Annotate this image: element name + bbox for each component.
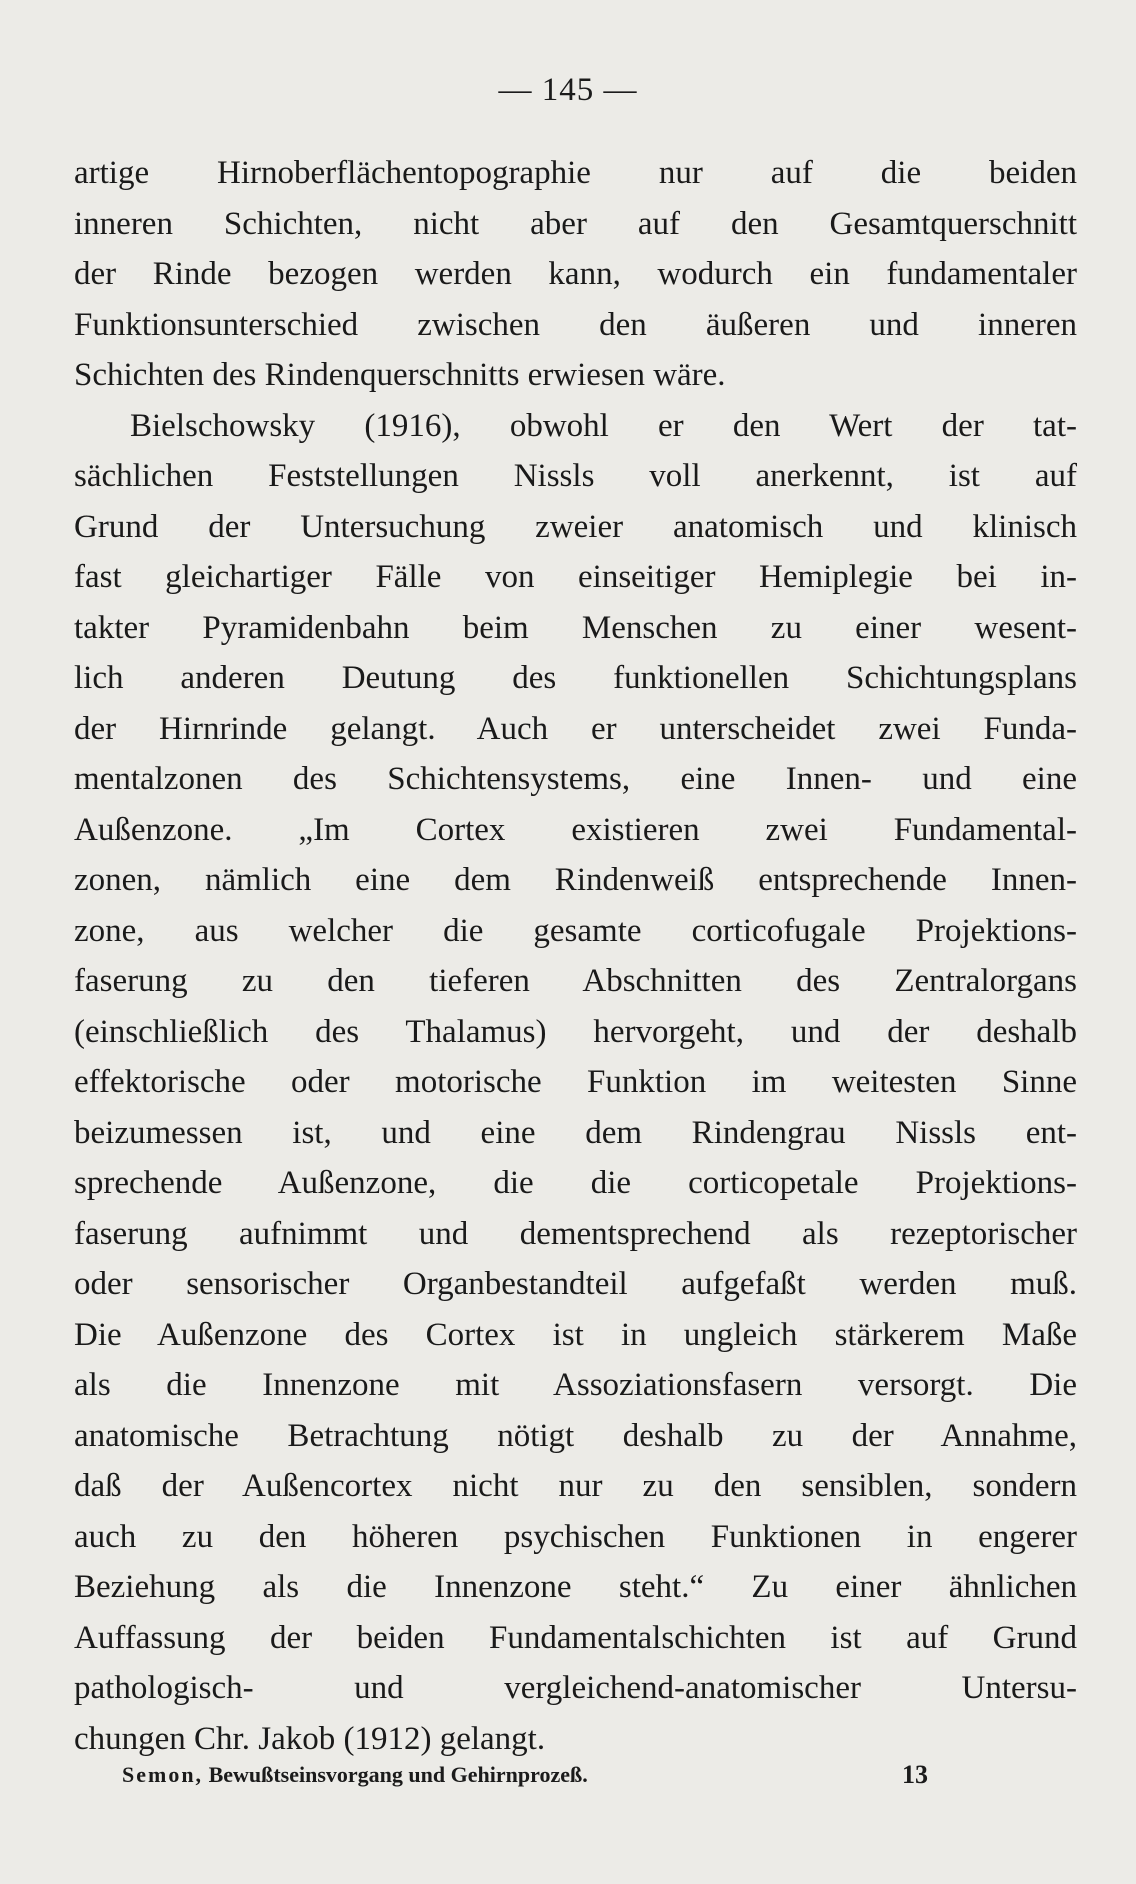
text-line: als die Innenzone mit Assoziationsfasern versorgt. Die — [74, 1367, 1077, 1403]
text-line: anatomische Betrachtung nötigt deshalb zu der Annahme, — [74, 1417, 1077, 1454]
text-line: chungen Chr. Jakob (1912) gelangt. — [74, 1720, 546, 1757]
text-line: auch zu den höheren psychischen Funktionen in engerer — [74, 1518, 1077, 1555]
text-line: Außenzone. „Im Cortex existieren zwei Fundamental- — [74, 811, 1077, 848]
text-line: beizumessen ist, und eine dem Rindengrau Nissls ent- — [74, 1114, 1077, 1151]
text-line: takter Pyramidenbahn beim Menschen zu einer wesent- — [74, 609, 1077, 646]
text-line: Schichten des Rindenquerschnitts erwiesen wäre. — [74, 357, 726, 393]
text-line: lich anderen Deutung des funktionellen Schichtungsplans — [74, 660, 1077, 696]
text-line: der Hirnrinde gelangt. Auch er unterscheidet zwei Funda- — [74, 710, 1077, 747]
text-line: fast gleichartiger Fälle von einseitiger Hemiplegie bei in- — [74, 559, 1077, 595]
text-line: zonen, nämlich eine dem Rindenweiß entsprechende Innen- — [74, 862, 1077, 898]
text-line: Beziehung als die Innenzone steht.“ Zu einer ähnlichen — [74, 1569, 1077, 1605]
text-line: daß der Außencortex nicht nur zu den sensiblen, sondern — [74, 1468, 1077, 1504]
text-line: Bielschowsky (1916), obwohl er den Wert der tat- — [130, 407, 1077, 444]
text-line: artige Hirnoberflächentopographie nur auf die beiden — [74, 155, 1077, 191]
text-line: effektorische oder motorische Funktion im weitesten Sinne — [74, 1064, 1077, 1100]
text-line: inneren Schichten, nicht aber auf den Gesamtquerschnitt — [74, 205, 1077, 242]
text-line: Grund der Untersuchung zweier anatomisch und klinisch — [74, 508, 1077, 545]
footer-reference — [122, 1762, 942, 1788]
text-line: der Rinde bezogen werden kann, wodurch ein fundamentaler — [74, 256, 1077, 292]
signature-mark: 13 — [902, 1760, 928, 1789]
text-line: Die Außenzone des Cortex ist in ungleich stärkerem Maße — [74, 1316, 1077, 1353]
text-line: (einschließlich des Thalamus) hervorgeht, und der deshalb — [74, 1013, 1077, 1050]
text-line: sprechende Außenzone, die die corticopetale Projektions- — [74, 1165, 1077, 1201]
text-line: Funktionsunterschied zwischen den äußeren und inneren — [74, 306, 1077, 343]
footer-title: Bewußtseinsvorgang und Gehirnprozeß. — [208, 1762, 588, 1787]
text-line: pathologisch- und vergleichend-anatomischer Untersu- — [74, 1670, 1077, 1706]
text-line: mentalzonen des Schichtensystems, eine Innen- und eine — [74, 761, 1077, 797]
body-text — [74, 148, 1077, 1764]
text-line: zone, aus welcher die gesamte corticofugale Projektions- — [74, 912, 1077, 949]
page-number: — 145 — — [498, 72, 638, 108]
text-line: sächlichen Feststellungen Nissls voll anerkennt, ist auf — [74, 458, 1077, 494]
text-line: faserung zu den tieferen Abschnitten des Zentralorgans — [74, 963, 1077, 999]
text-line: oder sensorischer Organbestandteil aufgefaßt werden muß. — [74, 1266, 1077, 1302]
text-line: faserung aufnimmt und dementsprechend als rezeptorischer — [74, 1215, 1077, 1252]
footer-author: Semon, — [122, 1762, 204, 1787]
text-line: Auffassung der beiden Fundamentalschichten ist auf Grund — [74, 1619, 1077, 1656]
